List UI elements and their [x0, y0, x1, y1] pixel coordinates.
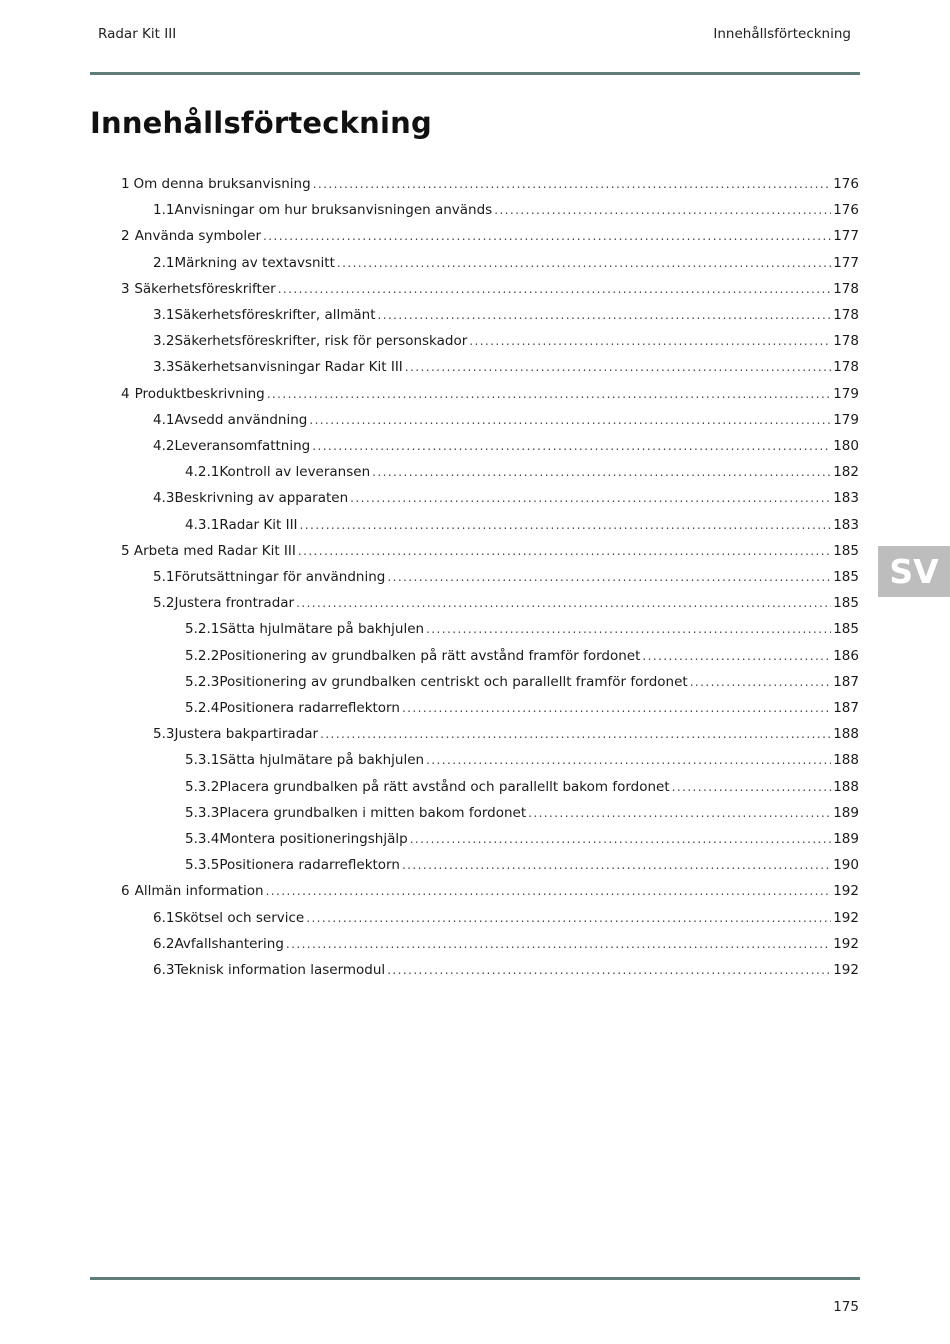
- toc-entry-page: 189: [833, 804, 859, 821]
- toc-entry-title: Sätta hjulmätare på bakhjulen: [219, 621, 425, 638]
- toc-entry-title: Leveransomfattning: [174, 438, 311, 454]
- dot-leader: [309, 413, 831, 427]
- toc-entry-number: 6.2: [153, 935, 175, 952]
- toc-entry-title: Säkerhetsföreskrifter, allmänt: [174, 307, 376, 323]
- toc-entry-title: Positionera radarreflektorn: [219, 700, 400, 716]
- toc-entry-title: Kontroll av leveransen: [219, 464, 371, 481]
- toc-entry-title: Positionering av grundbalken centriskt och parallellt framför fordonet: [219, 673, 688, 690]
- toc-entry-page: 188: [833, 778, 859, 795]
- toc-entry-title: Märkning av textavsnitt: [174, 254, 335, 271]
- dot-leader: [320, 727, 831, 741]
- dot-leader: [672, 780, 832, 794]
- toc-entry-number: 4.3.1: [185, 516, 220, 533]
- toc-entry-number: 6.1: [153, 909, 175, 926]
- toc-entry-page: 192: [833, 962, 859, 978]
- dot-leader: [426, 753, 831, 767]
- toc-entry-title: Radar Kit III: [219, 516, 298, 533]
- dot-leader: [337, 256, 831, 270]
- toc-entry-title: Positionera radarreflektorn: [219, 857, 400, 874]
- toc-entry-number: 5.2: [153, 595, 175, 612]
- toc-entry-number: 5.1: [153, 569, 175, 585]
- toc-entry-page: 185: [833, 621, 859, 638]
- toc-entry-title: Säkerhetsföreskrifter: [134, 280, 276, 297]
- toc-entry-number: 4: [121, 385, 130, 402]
- dot-leader: [350, 491, 831, 505]
- dot-leader: [387, 963, 831, 977]
- dot-leader: [405, 360, 831, 374]
- dot-leader: [266, 884, 832, 898]
- toc-entry-page: 190: [833, 857, 859, 874]
- toc-entry-title: Beskrivning av apparaten: [174, 490, 349, 507]
- toc-entry-page: 183: [833, 490, 859, 507]
- page-title: Innehållsförteckning: [90, 106, 432, 140]
- toc-entry[interactable]: [153, 359, 859, 379]
- toc-entry-title: Sätta hjulmätare på bakhjulen: [219, 752, 425, 769]
- toc-entry[interactable]: [153, 490, 859, 510]
- toc-entry-page: 183: [833, 516, 859, 533]
- dot-leader: [387, 570, 831, 584]
- toc-entry-title: Allmän information: [134, 883, 264, 900]
- dot-leader: [306, 911, 831, 925]
- toc-entry-title: Justera frontradar: [174, 595, 295, 612]
- dot-leader: [300, 518, 832, 532]
- toc-entry-number: 4.1: [153, 411, 175, 428]
- toc-entry-title: Placera grundbalken i mitten bakom fordonet: [219, 804, 527, 821]
- toc-entry-number: 3.1: [153, 307, 175, 323]
- toc-entry-number: 1.1: [153, 202, 175, 219]
- toc-entry-number: 4.2: [153, 438, 175, 454]
- page-number: 175: [833, 1299, 859, 1315]
- dot-leader: [278, 282, 832, 296]
- toc-entry-page: 178: [833, 359, 859, 376]
- toc-entry-page: 178: [833, 307, 859, 323]
- toc-entry-number: 5.2.2: [185, 647, 220, 664]
- toc-entry-page: 187: [833, 673, 859, 690]
- toc-entry-number: 6: [121, 883, 130, 900]
- toc-entry-title: Arbeta med Radar Kit III: [133, 542, 296, 559]
- toc-entry-page: 187: [833, 700, 859, 716]
- toc-entry-page: 177: [833, 228, 859, 245]
- toc-entry[interactable]: [153, 202, 859, 222]
- toc-entry-number: 5.3.3: [185, 804, 220, 821]
- toc-entry-title: Justera bakpartiradar: [174, 726, 319, 743]
- toc-entry-number: 5.2.3: [185, 673, 220, 690]
- toc-entry-page: 192: [833, 909, 859, 926]
- toc-entry-number: 5.3: [153, 726, 175, 743]
- dot-leader: [426, 622, 831, 636]
- toc-entry-number: 5.3.4: [185, 831, 220, 847]
- dot-leader: [378, 308, 832, 322]
- toc-entry[interactable]: [121, 883, 859, 903]
- toc-entry-number: 3.2: [153, 333, 175, 350]
- toc-entry[interactable]: [153, 936, 859, 956]
- toc-entry-page: 180: [833, 438, 859, 454]
- toc-entry-title: Positionering av grundbalken på rätt avstånd framför fordonet: [219, 647, 641, 664]
- toc-entry[interactable]: [121, 176, 859, 196]
- header-divider: [90, 72, 860, 75]
- toc-entry[interactable]: [185, 805, 859, 825]
- toc-entry-number: 5.3.2: [185, 778, 220, 795]
- toc-entry[interactable]: [185, 752, 859, 772]
- toc-entry[interactable]: [185, 857, 859, 877]
- toc-entry-number: 5.3.5: [185, 857, 220, 874]
- dot-leader: [296, 596, 831, 610]
- dot-leader: [402, 858, 831, 872]
- toc-entry[interactable]: [153, 569, 859, 589]
- toc-entry-page: 176: [833, 176, 859, 192]
- toc-entry[interactable]: [153, 962, 859, 982]
- dot-leader: [494, 203, 831, 217]
- toc-entry-page: 185: [833, 595, 859, 612]
- toc-entry-title: Säkerhetsanvisningar Radar Kit III: [174, 359, 403, 376]
- toc-entry[interactable]: [121, 543, 859, 563]
- toc-entry[interactable]: [185, 648, 859, 668]
- toc-entry-number: 2.1: [153, 254, 175, 271]
- running-header-product: Radar Kit III: [98, 26, 177, 42]
- toc-entry[interactable]: [153, 595, 859, 615]
- toc-entry[interactable]: [121, 281, 859, 301]
- dot-leader: [402, 701, 831, 715]
- toc-entry-number: 4.2.1: [185, 464, 220, 481]
- toc-entry-title: Montera positioneringshjälp: [219, 831, 408, 847]
- toc-entry-title: Säkerhetsföreskrifter, risk för personskador: [174, 333, 468, 350]
- toc-entry-number: 5.3.1: [185, 752, 220, 769]
- dot-leader: [372, 465, 831, 479]
- toc-entry-page: 182: [833, 464, 859, 481]
- toc-entry-page: 189: [833, 831, 859, 847]
- toc-entry-title: Avsedd användning: [174, 411, 308, 428]
- toc-entry-page: 186: [833, 647, 859, 664]
- toc-entry-number: 3: [121, 280, 130, 297]
- toc-entry-page: 179: [833, 411, 859, 428]
- toc-entry[interactable]: [185, 464, 859, 484]
- toc-entry-page: 185: [833, 542, 859, 559]
- toc-entry[interactable]: [153, 307, 859, 327]
- footer-divider: [90, 1277, 860, 1280]
- toc-entry[interactable]: [153, 255, 859, 275]
- toc-entry-number: 1: [121, 176, 130, 192]
- dot-leader: [528, 806, 831, 820]
- toc-entry-page: 178: [833, 280, 859, 297]
- toc-entry-number: 6.3: [153, 962, 175, 978]
- toc-entry[interactable]: [153, 726, 859, 746]
- dot-leader: [298, 544, 831, 558]
- toc-entry[interactable]: [121, 386, 859, 406]
- toc-entry-number: 3.3: [153, 359, 175, 376]
- dot-leader: [267, 387, 832, 401]
- toc-entry[interactable]: [121, 228, 859, 248]
- toc-entry[interactable]: [153, 438, 859, 458]
- toc-entry-page: 176: [833, 202, 859, 219]
- toc-entry-page: 188: [833, 752, 859, 769]
- toc-entry-title: Produktbeskrivning: [134, 385, 265, 402]
- dot-leader: [410, 832, 832, 846]
- toc-entry[interactable]: [153, 412, 859, 432]
- toc-entry-page: 185: [833, 569, 859, 585]
- toc-entry-title: Förutsättningar för användning: [174, 569, 386, 585]
- toc-entry-title: Använda symboler: [134, 228, 262, 245]
- toc-entry-page: 188: [833, 726, 859, 743]
- dot-leader: [263, 229, 831, 243]
- toc-entry-number: 5: [121, 542, 130, 559]
- toc-entry[interactable]: [185, 779, 859, 799]
- toc-entry-title: Avfallshantering: [174, 935, 284, 952]
- toc-entry[interactable]: [185, 621, 859, 641]
- toc-entry-number: 5.2.4: [185, 700, 220, 716]
- toc-entry-page: 179: [833, 385, 859, 402]
- toc-entry[interactable]: [185, 674, 859, 694]
- toc-entry[interactable]: [185, 517, 859, 537]
- toc-entry-page: 192: [833, 883, 859, 900]
- dot-leader: [469, 334, 831, 348]
- dot-leader: [312, 439, 831, 453]
- dot-leader: [642, 649, 831, 663]
- toc-entry[interactable]: [185, 831, 859, 851]
- toc-entry-page: 178: [833, 333, 859, 350]
- dot-leader: [286, 937, 831, 951]
- toc-entry-title: Anvisningar om hur bruksanvisningen används: [174, 202, 493, 219]
- toc-entry[interactable]: [153, 910, 859, 930]
- toc-entry-number: 2: [121, 228, 130, 245]
- language-tab: SV: [878, 546, 950, 597]
- toc-entry-title: Teknisk information lasermodul: [174, 962, 386, 978]
- toc-entry-number: 5.2.1: [185, 621, 220, 638]
- toc-entry-page: 192: [833, 935, 859, 952]
- dot-leader: [313, 177, 832, 191]
- toc-entry[interactable]: [153, 333, 859, 353]
- toc-entry-number: 4.3: [153, 490, 175, 507]
- running-header-section: Innehållsförteckning: [713, 26, 851, 42]
- toc-entry-title: Skötsel och service: [174, 909, 305, 926]
- dot-leader: [690, 675, 832, 689]
- toc-entry[interactable]: [185, 700, 859, 720]
- toc-entry-title: Placera grundbalken på rätt avstånd och parallellt bakom fordonet: [219, 778, 670, 795]
- toc-entry-page: 177: [833, 254, 859, 271]
- toc-entry-title: Om denna bruksanvisning: [133, 176, 311, 192]
